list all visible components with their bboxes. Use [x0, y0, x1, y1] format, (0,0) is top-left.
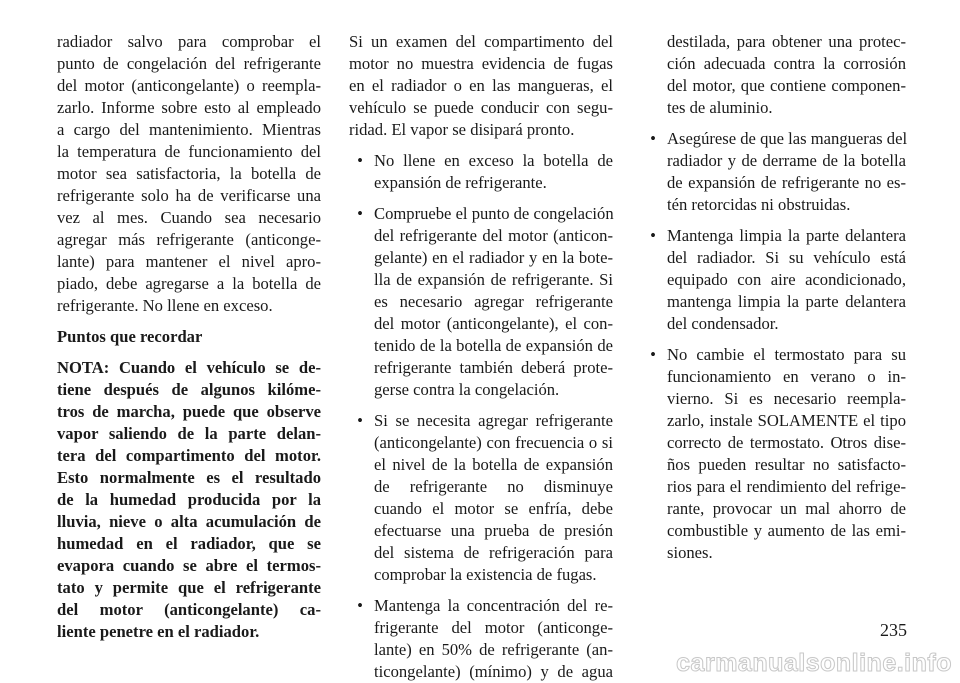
bullet-icon: • [357, 204, 363, 223]
text-line: vez al mes. Cuando sea necesario [57, 208, 321, 227]
text-line: Compruebe el punto de congelación [374, 204, 614, 223]
text-line: Mantenga la concentración del re- [374, 596, 613, 615]
text-line: No llene en exceso la botella de [374, 151, 613, 170]
text-line: del refrigerante del motor (anticon- [374, 226, 613, 245]
bullet-icon: • [357, 596, 363, 615]
text-line: lante) en 50% de refrigerante (an- [374, 640, 613, 659]
text-line: zarlo, instale SOLAMENTE el tipo [667, 411, 906, 430]
site-watermark: carmanualsonline.info [676, 649, 952, 677]
text-line: la temperatura de funcionamiento del [57, 142, 321, 161]
text-line: lluvia, nieve o alta acumulación de [57, 512, 321, 531]
text-line: radiador y de derrame de la botella [667, 151, 906, 170]
text-line: del radiador. Si su vehículo está [667, 248, 906, 267]
text-line: mantenga limpia la parte delantera [667, 292, 906, 311]
text-line: (anticongelante) con frecuencia o si [374, 433, 613, 452]
text-line: ños pueden resultar no satisfacto- [667, 455, 906, 474]
text-line: No cambie el termostato para su [667, 345, 906, 364]
page-number: 235 [880, 620, 907, 640]
text-line: Mantenga limpia la parte delantera [667, 226, 906, 245]
text-line: Asegúrese de que las mangueras del [667, 129, 908, 148]
text-line: comprobar la existencia de fugas. [374, 565, 597, 584]
text-line: cuando el motor se enfría, debe [374, 499, 613, 518]
bullet-icon: • [357, 411, 363, 430]
text-line: rante, provocar un mal ahorro de [667, 499, 906, 518]
text-line: del motor (anticongelante), el con- [374, 314, 613, 333]
column-3 [642, 31, 906, 564]
text-line: refrigerante. No llene en exceso. [57, 296, 273, 315]
text-line: de expansión de refrigerante no es- [667, 173, 906, 192]
text-line: agregar más refrigerante (anticonge- [57, 230, 321, 249]
text-line: ticongelante) (mínimo) y de agua [374, 662, 613, 681]
text-line: equipado con aire acondicionado, [667, 270, 906, 289]
bullet-icon: • [357, 151, 363, 170]
section-heading: Puntos que recordar [57, 327, 203, 346]
text-line: frigerante del motor (anticonge- [374, 618, 613, 637]
text-line: vapor saliendo de la parte delan- [57, 424, 321, 443]
text-line: del sistema de refrigeración para [374, 543, 613, 562]
text-line: Si un examen del compartimento del [349, 32, 613, 51]
bullet-item [642, 225, 906, 335]
text-line: lla de expansión de refrigerante. Si [374, 270, 613, 289]
text-line: NOTA: Cuando el vehículo se de- [57, 358, 321, 377]
text-line: expansión de refrigerante. [374, 173, 547, 192]
text-line: vierno. Si es necesario reempla- [667, 389, 906, 408]
text-line: lante) para mantener el nivel apro- [57, 252, 321, 271]
column-1 [57, 31, 321, 643]
note-paragraph [57, 357, 321, 643]
text-line: zarlo. Informe sobre esto al empleado [57, 98, 321, 117]
text-line: del condensador. [667, 314, 779, 333]
text-line: efectuarse una prueba de presión [374, 521, 613, 540]
bullet-continuation [642, 31, 906, 119]
text-line: tén retorcidas ni obstruidas. [667, 195, 851, 214]
text-line: tiene después de algunos kilóme- [57, 380, 321, 399]
text-line: de refrigerante no disminuye [374, 477, 613, 496]
coolant-check-paragraph [57, 31, 321, 317]
text-line: piado, debe agregarse a la botella de [57, 274, 321, 293]
text-line: tros de marcha, puede que observe [57, 402, 321, 421]
text-line: motor no muestra evidencia de fugas [349, 54, 613, 73]
text-line: refrigerante solo ha de verificarse una [57, 186, 321, 205]
text-line: refrigerante también deberá prote- [374, 358, 613, 377]
text-line: vehículo se puede conducir con segu- [349, 98, 613, 117]
text-line: tenido de la botella de expansión de [374, 336, 613, 355]
text-line: tera del compartimento del motor. [57, 446, 321, 465]
steam-paragraph [349, 31, 613, 141]
text-line: gerse contra la congelación. [374, 380, 560, 399]
text-line: del motor (anticongelante) ca- [57, 600, 321, 619]
text-line: tes de aluminio. [667, 98, 773, 117]
bullet-icon: • [650, 226, 656, 245]
text-line: radiador salvo para comprobar el [57, 32, 321, 51]
text-line: Esto normalmente es el resultado [57, 468, 321, 487]
text-line: es necesario agregar refrigerante [374, 292, 613, 311]
column-2 [349, 31, 613, 683]
text-line: ción adecuada contra la corrosión [667, 54, 906, 73]
bullet-item [349, 150, 613, 194]
text-line: liente penetre en el radiador. [57, 622, 260, 641]
text-line: combustible y aumento de las emi- [667, 521, 906, 540]
text-line: ridad. El vapor se disipará pronto. [349, 120, 575, 139]
text-line: a cargo del mantenimiento. Mientras [57, 120, 321, 139]
text-line: motor sea satisfactoria, la botella de [57, 164, 321, 183]
text-line: del motor, que contiene componen- [667, 76, 906, 95]
text-line: Si se necesita agregar refrigerante [374, 411, 613, 430]
text-line: rios para el rendimiento del refrige- [667, 477, 906, 496]
text-line: gelante) en el radiador y en la bote- [374, 248, 613, 267]
bullet-icon: • [650, 129, 656, 148]
bullet-item [642, 344, 906, 564]
text-line: destilada, para obtener una protec- [667, 32, 906, 51]
bullet-icon: • [650, 345, 656, 364]
bullet-item [349, 203, 613, 401]
bullet-item [349, 410, 613, 586]
text-line: evapora cuando se abre el termos- [57, 556, 321, 575]
text-line: en el radiador o en las mangueras, el [349, 76, 613, 95]
text-line: siones. [667, 543, 713, 562]
text-line: punto de congelación del refrigerante [57, 54, 321, 73]
bullet-item [642, 128, 906, 216]
text-line: correcto de termostato. Otros dise- [667, 433, 906, 452]
text-line: tato y permite que el refrigerante [57, 578, 321, 597]
text-line: del motor (anticongelante) o reempla- [57, 76, 321, 95]
text-line: humedad en el radiador, que se [57, 534, 321, 553]
text-line: el nivel de la botella de expansión [374, 455, 613, 474]
text-line: de la humedad producida por la [57, 490, 321, 509]
text-line: funcionamiento en verano o in- [667, 367, 906, 386]
